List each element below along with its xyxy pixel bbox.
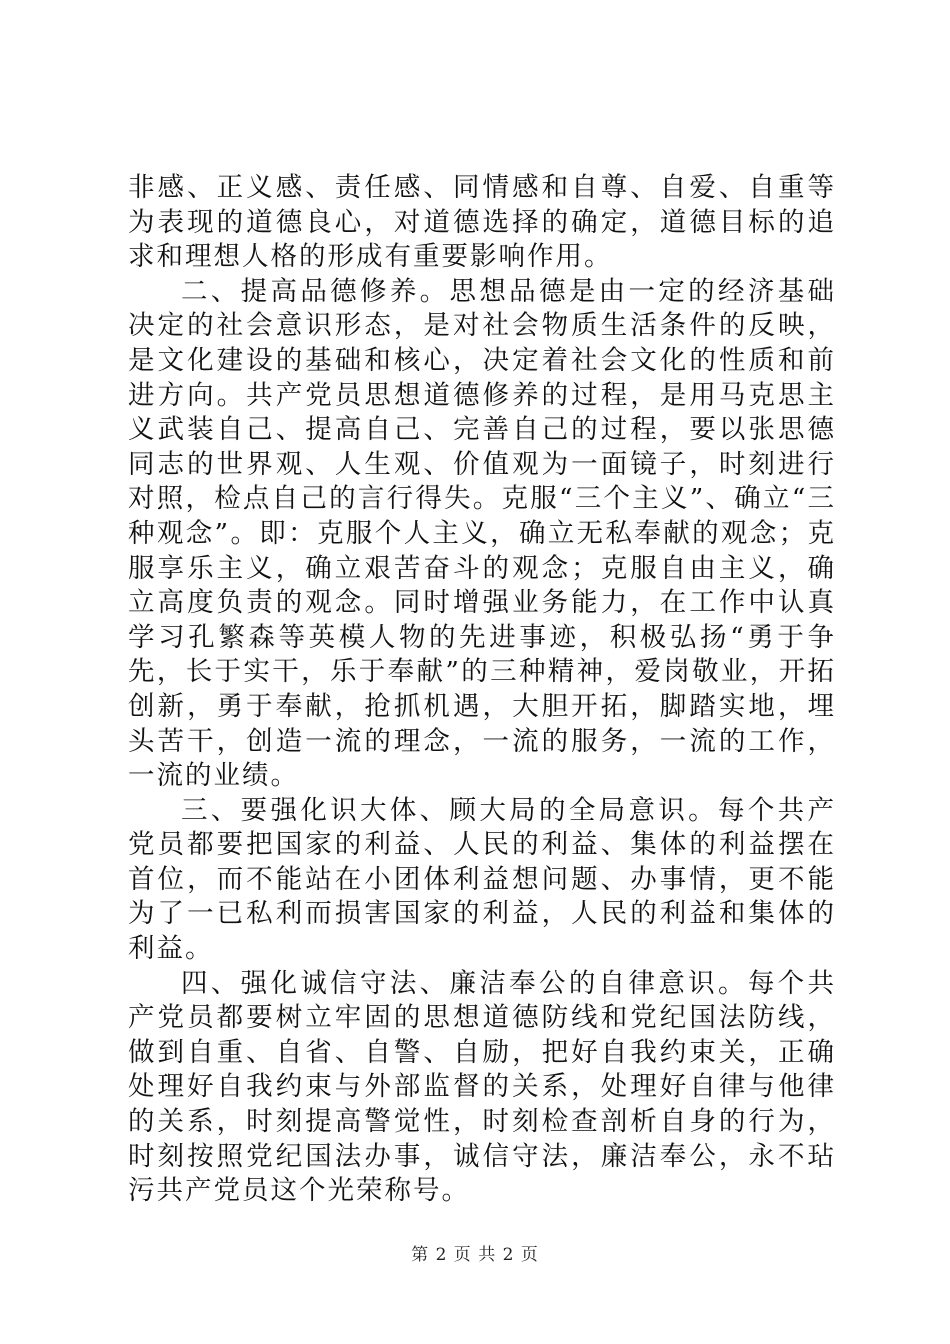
paragraph-3: 三、要强化识大体、顾大局的全局意识。每个共产党员都要把国家的利益、人民的利益、集体的利益摆在首位，而不能站在小团体利益想问题、办事情，更不能为了一已私利而损害国家的利益，人民的利益和集体的利益。 (128, 794, 836, 965)
page-number-footer: 第 2 页 共 2 页 (411, 1245, 539, 1265)
document-body (128, 171, 836, 1209)
paragraph-1: 非感、正义感、责任感、同情感和自尊、自爱、自重等为表现的道德良心，对道德选择的确定，道德目标的追求和理想人格的形成有重要影响作用。 (128, 172, 836, 273)
paragraph-2: 二、提高品德修养。思想品德是由一定的经济基础决定的社会意识形态，是对社会物质生活条件的反映，是文化建设的基础和核心，决定着社会文化的性质和前进方向。共产党员思想道德修养的过程，是用马克思主义武装自己、提高自己、完善自己的过程，要以张思德同志的世界观、人生观、价值观为一面镜子，时刻进行对照，检点自己的言行得失。克服“三个主义”、确立“三种观念”。即：克服个人主义，确立无私奉献的观念；克服享乐主义，确立艰苦奋斗的观念；克服自由主义，确立高度负责的观念。同时增强业务能力，在工作中认真学习孔繁森等英模人物的先进事迹，积极弘扬“勇于争先，长于实干，乐于奉献”的三种精神，爱岗敬业，开拓创新，勇于奉献，抢抓机遇，大胆开拓，脚踏实地，埋头苦干，创造一流的理念，一流的服务，一流的工作，一流的业绩。 (128, 275, 836, 792)
paragraph-4: 四、强化诚信守法、廉洁奉公的自律意识。每个共产党员都要树立牢固的思想道德防线和党纪国法防线，做到自重、自省、自警、自励，把好自我约束关，正确处理好自我约束与外部监督的关系，处理好自律与他律的关系，时刻提高警觉性，时刻检查剖析自身的行为，时刻按照党纪国法办事，诚信守法，廉洁奉公，永不玷污共产党员这个光荣称号。 (128, 967, 836, 1207)
